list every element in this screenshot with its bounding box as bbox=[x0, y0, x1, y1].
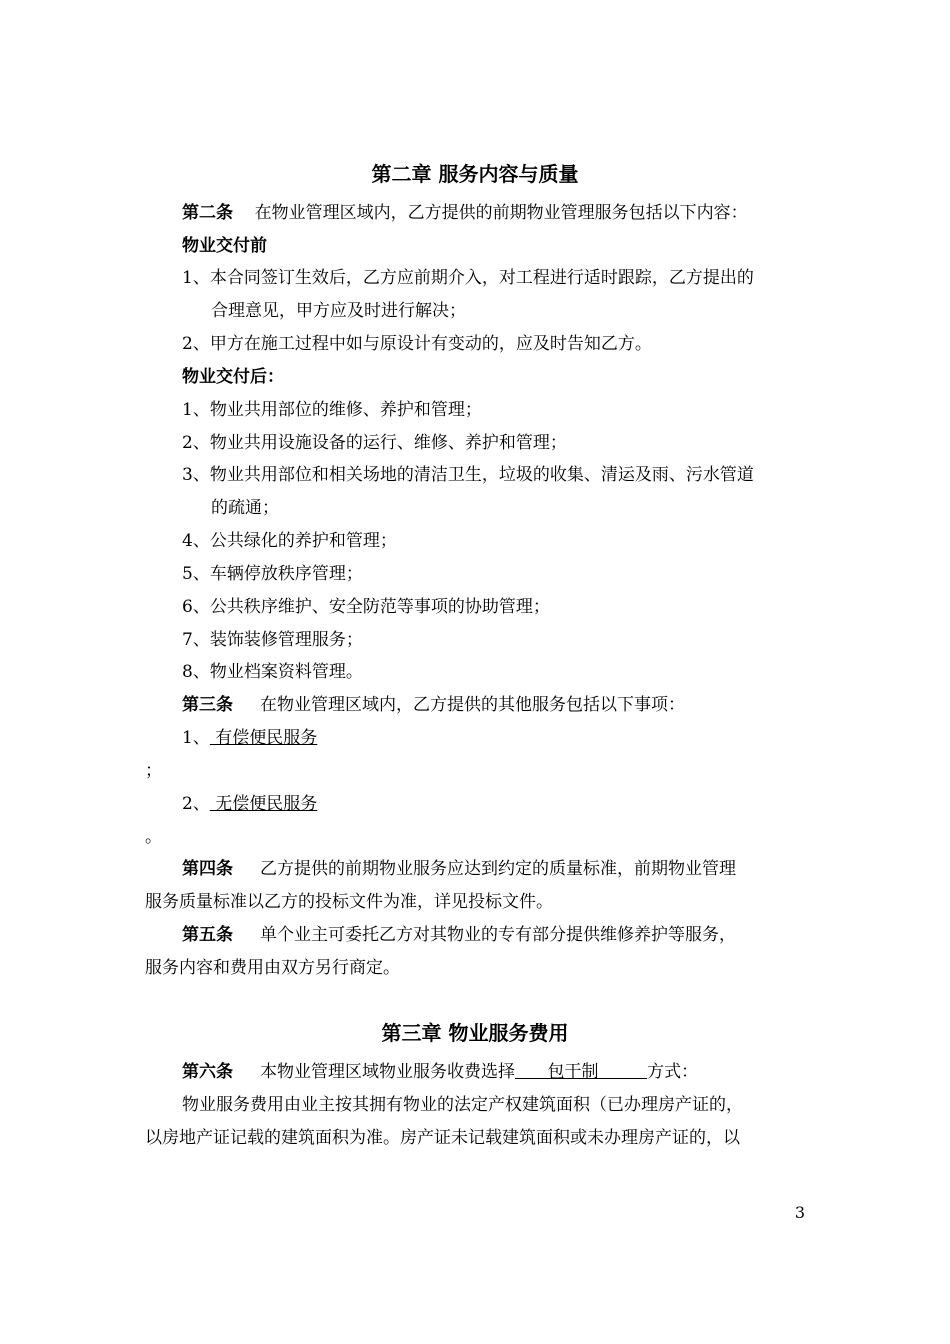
article-4-line-1 bbox=[182, 857, 736, 881]
chapter-3-title: 第三章 物业服务费用 bbox=[381, 1021, 569, 1045]
article-5-line-2: 服务内容和费用由双方另行商定。 bbox=[145, 958, 400, 978]
article-3-label: 第三条 bbox=[182, 695, 233, 715]
after-item-8: 8、物业档案资料管理。 bbox=[182, 662, 363, 682]
paid-service-value: 有偿便民服务 bbox=[209, 728, 318, 748]
after-item-6: 6、公共秩序维护、安全防范等事项的协助管理； bbox=[182, 597, 550, 617]
article-4-line-2: 服务质量标准以乙方的投标文件为准，详见投标文件。 bbox=[145, 892, 553, 912]
after-item-2: 2、物业共用设施设备的运行、维修、养护和管理； bbox=[182, 433, 567, 453]
before-item-1a: 1、本合同签订生效后，乙方应前期介入，对工程进行适时跟踪，乙方提出的 bbox=[182, 268, 754, 288]
article-6-line-1 bbox=[182, 1060, 698, 1084]
article-2-label: 第二条 bbox=[182, 203, 233, 223]
before-item-1b: 合理意见，甲方应及时进行解决； bbox=[211, 301, 466, 321]
free-service-value: 无偿便民服务 bbox=[209, 794, 318, 814]
article-3-intro bbox=[182, 693, 685, 717]
after-item-3b: 的疏通； bbox=[211, 498, 279, 518]
article-6-line-2: 物业服务费用由业主按其拥有物业的法定产权建筑面积（已办理房产证的， bbox=[182, 1095, 743, 1115]
article-4-label: 第四条 bbox=[182, 859, 233, 879]
page-number: 3 bbox=[794, 1203, 805, 1222]
article-2-intro bbox=[182, 201, 748, 225]
before-item-2: 2、甲方在施工过程中如与原设计有变动的，应及时告知乙方。 bbox=[182, 334, 652, 354]
article-3-item-2 bbox=[182, 792, 317, 816]
fee-method-choice bbox=[515, 1062, 647, 1082]
after-item-3a: 3、物业共用部位和相关场地的清洁卫生，垃圾的收集、清运及雨、污水管道 bbox=[182, 465, 754, 485]
before-delivery-heading: 物业交付前 bbox=[182, 236, 267, 256]
article-6-text-pre: 本物业管理区域物业服务收费选择 bbox=[260, 1062, 516, 1082]
article-6-label: 第六条 bbox=[182, 1062, 233, 1082]
article-6-line-3: 以房地产证记载的建筑面积为准。房产证未记载建筑面积或未办理房产证的，以 bbox=[145, 1128, 740, 1148]
article-3-item-1-end: ； bbox=[145, 761, 162, 781]
article-4-text-a: 乙方提供的前期物业服务应达到约定的质量标准，前期物业管理 bbox=[260, 859, 737, 879]
article-6-text-post: 方式： bbox=[647, 1062, 699, 1082]
article-3-item-1 bbox=[182, 726, 317, 750]
article-3-item-1-number: 1、 bbox=[182, 728, 210, 748]
fee-method-value: 包干制 bbox=[547, 1062, 599, 1082]
article-3-text: 在物业管理区域内，乙方提供的其他服务包括以下事项： bbox=[260, 695, 686, 715]
article-5-label: 第五条 bbox=[182, 925, 233, 945]
article-5-line-1 bbox=[182, 923, 736, 947]
article-3-item-2-end: 。 bbox=[145, 827, 162, 847]
after-item-1: 1、物业共用部位的维修、养护和管理； bbox=[182, 400, 482, 420]
after-item-5: 5、车辆停放秩序管理； bbox=[182, 564, 363, 584]
after-delivery-heading: 物业交付后： bbox=[182, 367, 284, 387]
article-2-text: 在物业管理区域内，乙方提供的前期物业管理服务包括以下内容： bbox=[254, 203, 748, 223]
article-3-item-2-number: 2、 bbox=[182, 794, 210, 814]
article-5-text-a: 单个业主可委托乙方对其物业的专有部分提供维修养护等服务， bbox=[260, 925, 737, 945]
after-item-7: 7、装饰装修管理服务； bbox=[182, 630, 363, 650]
after-item-4: 4、公共绿化的养护和管理； bbox=[182, 531, 397, 551]
chapter-2-title: 第二章 服务内容与质量 bbox=[371, 162, 579, 186]
